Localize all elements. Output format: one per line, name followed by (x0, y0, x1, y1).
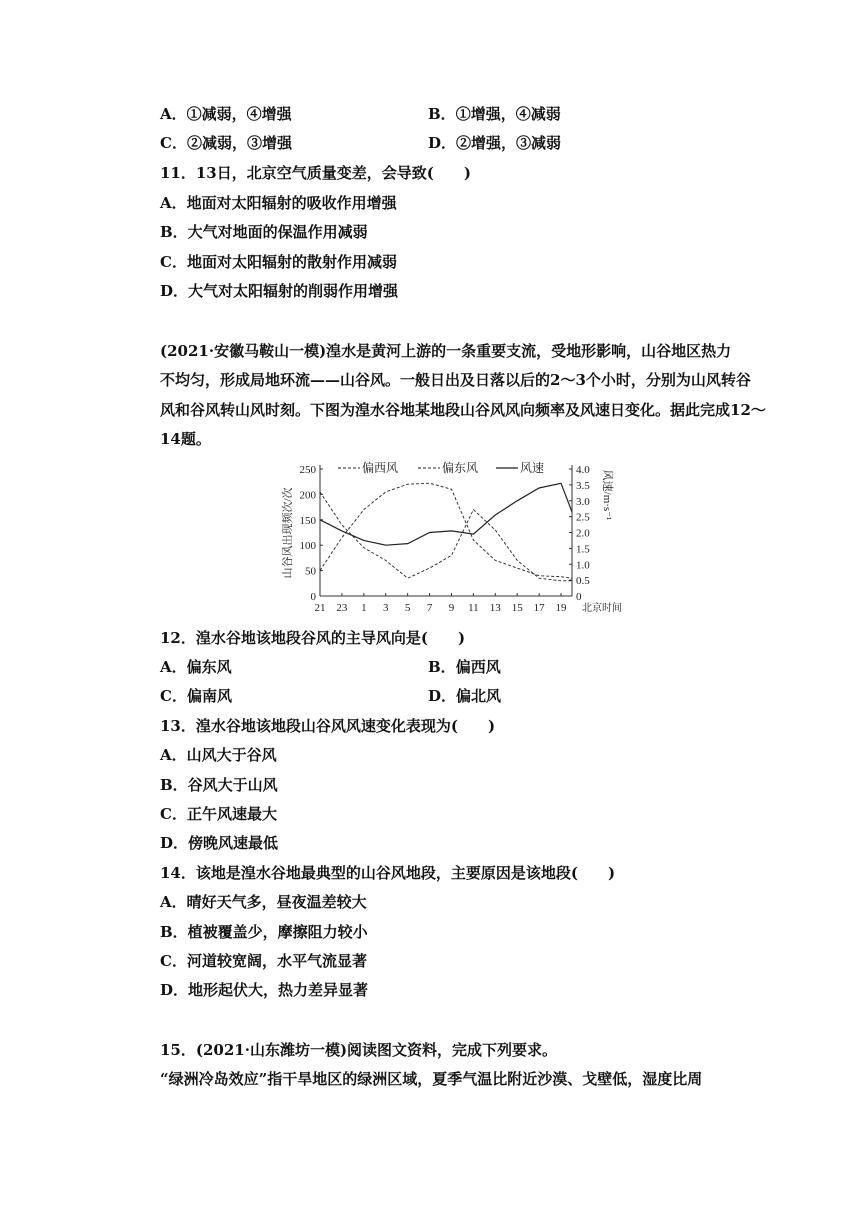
x-tick-label: 11 (468, 602, 479, 614)
option-key: D． (428, 134, 457, 152)
q13-stem: 13．湟水谷地该地段山谷风风速变化表现为( ) (160, 717, 496, 735)
x-tick-label: 21 (314, 602, 326, 614)
option-key: A． (160, 105, 187, 123)
x-axis-label: 北京时间 (582, 603, 622, 614)
chart-series (320, 483, 572, 581)
q10-option-d (428, 133, 561, 153)
x-tick-label: 13 (489, 602, 501, 614)
q13-option-b: B．谷风大于山风 (160, 776, 278, 794)
x-tick-label: 23 (336, 602, 348, 614)
q15-text: “绿洲冷岛效应”指干旱地区的绿洲区域，夏季气温比附近沙漠、戈壁低，湿度比周 (160, 1070, 703, 1088)
q10-option-a (160, 104, 292, 124)
q12-option-d (428, 686, 501, 706)
q14-option-c: C．河道较宽阔，水平气流显著 (160, 952, 367, 970)
y-right-tick-label: 1.5 (576, 543, 590, 556)
y-right-tick-label: 2.5 (576, 511, 590, 524)
option-text: 偏东风 (186, 658, 232, 676)
option-text: ②增强，③减弱 (456, 134, 562, 152)
y-left-tick-label: 50 (305, 565, 316, 578)
y-left-tick-label: 250 (299, 464, 316, 476)
passage-line-1: (2021·安徽马鞍山一模)湟水是黄河上游的一条重要支流，受地形影响，山谷地区热力 (160, 342, 732, 360)
q14-option-a: A．晴好天气多，昼夜温差较大 (160, 893, 367, 911)
y-left-tick-label: 200 (299, 489, 316, 502)
y-right-tick-label: 0 (576, 591, 582, 603)
option-text: ②减弱，③增强 (186, 134, 292, 152)
q15-stem: 15．(2021·山东潍坊一模)阅读图文资料，完成下列要求。 (160, 1041, 558, 1059)
legend-label: 偏东风 (442, 461, 479, 475)
y-left-tick-label: 0 (310, 591, 316, 603)
option-key: A． (160, 658, 187, 676)
passage-line-3: 风和谷风转山风时刻。下图为湟水谷地某地段山谷风风向频率及风速日变化。据此完成12～ (160, 401, 766, 419)
passage-line-2: 不均匀，形成局地环流——山谷风。一般日出及日落以后的2～3个小时，分别为山风转谷 (160, 371, 751, 389)
q11-option-d: D．大气对太阳辐射的削弱作用增强 (160, 282, 399, 300)
option-key: C． (160, 134, 187, 152)
option-text: 偏南风 (186, 687, 232, 705)
passage-line-4: 14题。 (160, 430, 211, 448)
legend-label: 偏西风 (362, 461, 399, 475)
series-line-wind-speed (320, 483, 572, 545)
q10-option-c (160, 133, 292, 153)
option-text: 偏西风 (455, 658, 501, 676)
q12-option-a (160, 657, 232, 677)
q12-stem: 12．湟水谷地该地段谷风的主导风向是( ) (160, 629, 466, 647)
y-right-axis-label: 风速/m·s⁻¹ (601, 469, 613, 521)
x-tick-label: 17 (533, 602, 545, 614)
q10-option-b (428, 104, 561, 124)
series-line-frequency (320, 483, 572, 578)
option-text: ①减弱，④增强 (186, 105, 292, 123)
x-tick-label: 5 (404, 602, 411, 614)
q13-option-d: D．傍晚风速最低 (160, 834, 279, 852)
x-tick-label: 15 (511, 602, 523, 614)
q12-option-c (160, 686, 232, 706)
option-key: B． (428, 658, 456, 676)
y-left-tick-label: 100 (299, 540, 316, 553)
wind-chart (282, 455, 622, 620)
y-right-tick-label: 3.5 (576, 479, 590, 492)
x-tick-label: 9 (448, 602, 455, 614)
x-tick-label: 1 (361, 602, 367, 614)
q14-option-d: D．地形起伏大，热力差异显著 (160, 981, 369, 999)
legend-label: 风速 (520, 461, 545, 475)
y-right-tick-label: 4.0 (576, 464, 590, 476)
y-right-tick-label: 2.0 (576, 527, 590, 540)
y-left-tick-label: 150 (299, 514, 316, 527)
q11-option-b: B．大气对地面的保温作用减弱 (160, 223, 368, 241)
y-left-axis-label: 山谷风出现频次/次 (282, 487, 294, 579)
q14-stem: 14．该地是湟水谷地最典型的山谷风地段，主要原因是该地段( ) (160, 864, 616, 882)
x-tick-label: 7 (426, 602, 433, 614)
option-key: D． (428, 687, 457, 705)
option-text: 偏北风 (456, 687, 502, 705)
q13-option-a: A．山风大于谷风 (160, 746, 277, 764)
q14-option-b: B．植被覆盖少，摩擦阻力较小 (160, 923, 368, 941)
q13-option-c: C．正午风速最大 (160, 805, 277, 823)
x-tick-label: 19 (555, 602, 567, 614)
q11-option-c: C．地面对太阳辐射的散射作用减弱 (160, 253, 397, 271)
option-key: B． (428, 105, 456, 123)
q12-option-b (428, 657, 501, 677)
series-line-frequency (320, 492, 572, 581)
y-right-tick-label: 0.5 (576, 575, 590, 588)
q11-stem: 11．13日，北京空气质量变差，会导致( ) (160, 164, 471, 182)
chart-axes (320, 465, 572, 596)
q11-option-a: A．地面对太阳辐射的吸收作用增强 (160, 194, 397, 212)
y-right-tick-label: 3.0 (576, 495, 590, 508)
chart-labels (280, 460, 622, 614)
x-tick-label: 3 (382, 602, 389, 614)
option-text: ①增强，④减弱 (455, 105, 561, 123)
y-right-tick-label: 1.0 (576, 559, 590, 572)
option-key: C． (160, 687, 187, 705)
